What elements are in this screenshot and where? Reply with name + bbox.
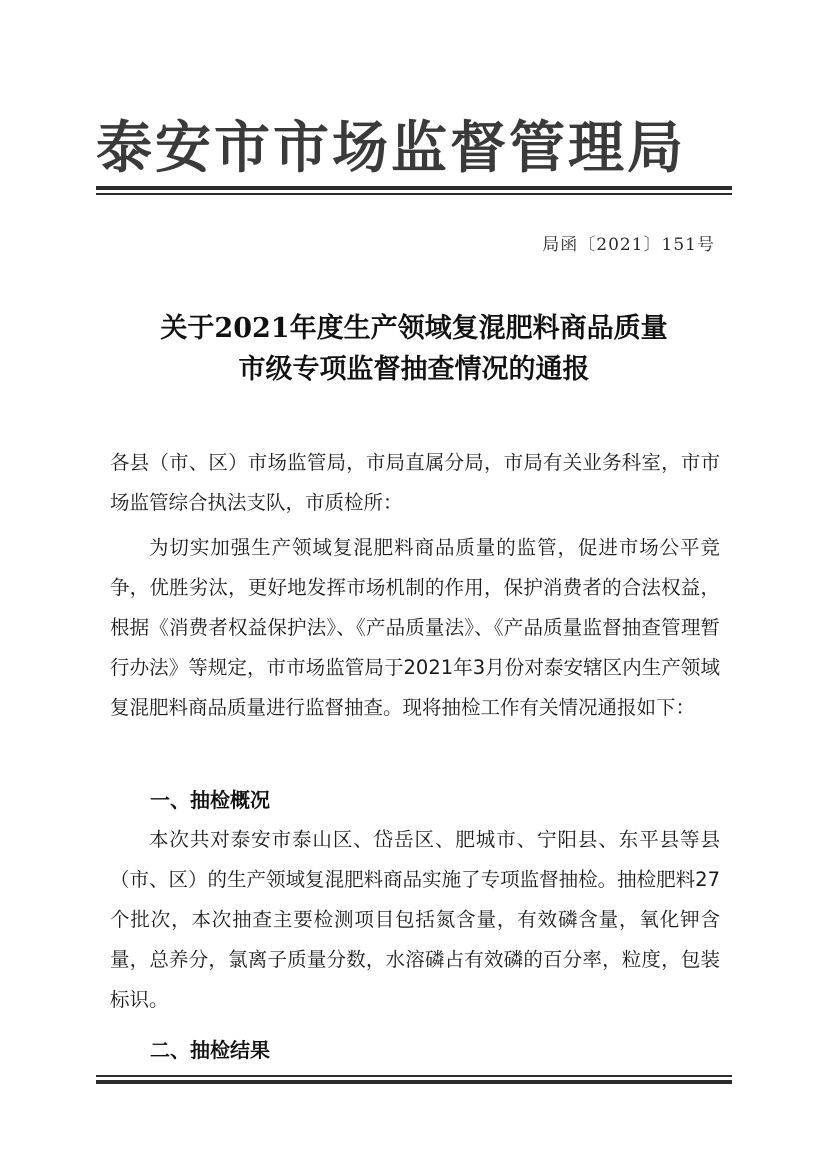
header-rule-thick	[96, 186, 732, 190]
section-heading-results: 二、抽检结果	[150, 1038, 270, 1062]
document-title-line-2: 市级专项监督抽查情况的通报	[238, 354, 590, 385]
overview-paragraph: 本次共对泰安市泰山区、岱岳区、肥城市、宁阳县、东平县等县（市、区）的生产领域复混肥料商品实施了专项监督抽检。抽检肥料27个批次，本次抽查主要检测项目包括氮含量，有效磷含量，氧化钾含量，总养分，氯离子质量分数，水溶磷占有效磷的百分率，粒度，包装标识。	[110, 828, 720, 1011]
footer-rule-thick	[96, 1080, 732, 1084]
document-title-line-1: 关于2021年度生产领域复混肥料商品质量	[160, 313, 668, 344]
header-rule-thin	[96, 193, 732, 195]
addressee-paragraph: 各县（市、区）市场监管局，市局直属分局，市局有关业务科室，市市场监管综合执法支队，市质检所：	[110, 451, 720, 514]
agency-header: 泰安市市场监督管理局	[96, 115, 686, 181]
section-heading-overview: 一、抽检概况	[150, 788, 270, 812]
intro-paragraph: 为切实加强生产领域复混肥料商品质量的监管，促进市场公平竞争，优胜劣汰，更好地发挥市场机制的作用，保护消费者的合法权益，根据《消费者权益保护法》、《产品质量法》、《产品质量监督抽查管理暂行办法》等规定，市市场监管局于2021年3月份对泰安辖区内生产领域复混肥料商品质量进行监督抽查。现将抽检工作有关情况通报如下：	[110, 536, 720, 719]
document-number: 局函〔2021〕151号	[542, 235, 715, 255]
footer-rule-thin	[96, 1075, 732, 1077]
